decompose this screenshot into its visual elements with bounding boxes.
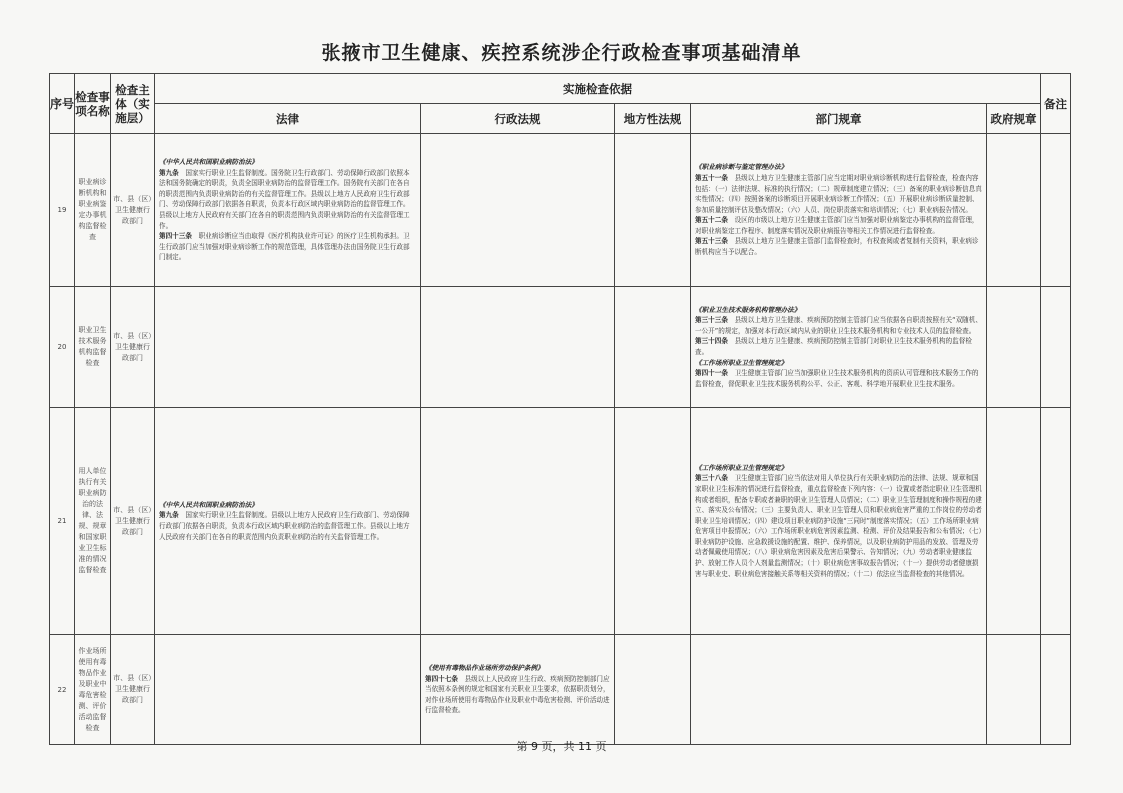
law-text: 第九条 [159, 511, 186, 520]
row-seq: 20 [50, 287, 75, 408]
row-law [155, 287, 421, 408]
row-item-name: 职业病诊断机构和职业病鉴定办事机构监督检查 [75, 134, 111, 287]
inspection-table [49, 73, 1071, 745]
row-seq: 21 [50, 408, 75, 635]
row-law [155, 408, 421, 635]
row-remark [1041, 408, 1071, 635]
row-law [155, 635, 421, 745]
page-title: 张掖市卫生健康、疾控系统涉企行政检查事项基础清单 [321, 42, 802, 64]
dept-rule-text: 县级以上地方卫生健康、疾病预防控制主管部门应当依据各自职责按照有关“双随机、一公开”的规定，加强对本行政区域内从业的职业卫生技术服务机构和专业技术人员的监督检查。 [695, 316, 982, 335]
row-gov-rule [987, 635, 1041, 745]
row-dept-rule [691, 635, 987, 745]
law-text: 国家实行职业卫生监督制度。县级以上地方人民政府卫生行政部门、劳动保障行政部门依据各自职责，负责本行政区域内职业病防治的监督管理工作。县级以上地方人民政府有关部门在各自的职责范围内负责职业病防治的有关监督管理工作。 [159, 511, 410, 541]
header-subject: 检查主体（实施层） [111, 74, 155, 134]
row-subject: 市、县（区）卫生健康行政部门 [111, 134, 155, 287]
row-gov-rule [987, 134, 1041, 287]
law-text: 第九条 [159, 168, 186, 177]
row-gov-rule [987, 408, 1041, 635]
dept-rule-text: 县级以上地方卫生健康主管部门应当定期对职业病诊断机构进行监督检查，检查内容包括：（一）法律法规、标准的执行情况；（二）规章制度建立情况；（三）备案的职业病诊断信息真实性情况；（四）按照备案的诊断项目开展职业病诊断工作情况；（五）开展职业病诊断质量控制、参加质量控制评估及整改情况；（六）人员、岗位职责落实和培训情况；（七）职业病报告情况。 [695, 173, 982, 214]
header-basis: 实施检查依据 [155, 74, 1041, 104]
header-gov-rule: 政府规章 [987, 104, 1041, 134]
table-row [50, 287, 1071, 408]
row-dept-rule [691, 287, 987, 408]
law-text: 第四十三条 [159, 232, 199, 241]
row-admin-reg [421, 287, 615, 408]
dept-rule-text: 第三十八条 [695, 474, 735, 483]
dept-rule-text: 设区的市级以上地方卫生健康主管部门应当加强对职业病鉴定办事机构的监督管理，对职业病鉴定工作程序、制度落实情况及职业病报告等相关工作情况进行监督检查。 [695, 216, 979, 235]
row-item-name: 用人单位执行有关职业病防治的法律、法规、规章和国家职业卫生标准的情况监督检查 [75, 408, 111, 635]
header-seq: 序号 [50, 74, 75, 134]
admin-reg-text: 县级以上人民政府卫生行政、疾病预防控制部门应当依照本条例的规定和国家有关职业卫生要求，依据职责划分，对作业场所使用有毒物品作业及职业中毒危害检测、评价活动进行监督检查。 [425, 674, 610, 715]
row-seq: 22 [50, 635, 75, 745]
row-remark [1041, 134, 1071, 287]
row-item-name: 作业场所使用有毒物品作业及职业中毒危害检测、评价活动监督检查 [75, 635, 111, 745]
row-local-reg [615, 134, 691, 287]
dept-rule-text: 卫生健康主管部门应当依法对用人单位执行有关职业病防治的法律、法规、规章和国家职业卫生标准的情况进行监督检查，重点监督检查下列内容：（一）设置或者指定职业卫生管理机构或者组织，配备专职或者兼职的职业卫生管理人员情况；（二）职业卫生管理制度和操作规程的建立、落实及公布情况；（三）主要负责人、职业卫生管理人员和职业病危害严重的工作岗位的劳动者职业卫生培训情况；（四）建设项目职业病防护设施“三同时”制度落实情况；（五）工作场所职业病危害项目申报情况；（六）工作场所职业病危害因素监测、检测、评价及结果报告和公布情况；（七）职业病防护设施、应急救援设施的配置、维护、保养情况，以及职业病防护用品的发放、管理及劳动者佩戴使用情况；（八）职业病危害因素及危害后果警示、告知情况；（九）劳动者职业健康监护、放射工作人员个人剂量监测情况；（十）职业病危害事故报告情况；（十一）提供劳动者健康损害与职业史、职业病危害接触关系等相关资料的情况；（十二）依法应当监督检查的其他情况。 [695, 474, 982, 578]
row-remark [1041, 287, 1071, 408]
row-admin-reg [421, 408, 615, 635]
header-item: 检查事项名称 [75, 74, 111, 134]
dept-rule-text: 《职业卫生技术服务机构管理办法》 [695, 305, 801, 314]
row-subject: 市、县（区）卫生健康行政部门 [111, 287, 155, 408]
header-dept-rule: 部门规章 [691, 104, 987, 134]
law-text: 《中华人民共和国职业病防治法》 [159, 158, 258, 167]
table-row [50, 635, 1071, 745]
table-row [50, 134, 1071, 287]
page-footer: 第 9 页，共 11 页 [516, 740, 607, 753]
header-admin-reg: 行政法规 [421, 104, 615, 134]
dept-rule-text: 《工作场所职业卫生管理规定》 [695, 463, 788, 472]
row-local-reg [615, 287, 691, 408]
row-local-reg [615, 635, 691, 745]
dept-rule-text: 《职业病诊断与鉴定管理办法》 [695, 163, 788, 172]
dept-rule-text: 卫生健康主管部门应当加强职业卫生技术服务机构的资质认可管理和技术服务工作的监督检查，督促职业卫生技术服务机构公平、公正、客观、科学地开展职业卫生技术服务。 [695, 369, 979, 388]
row-seq: 19 [50, 134, 75, 287]
law-text: 《中华人民共和国职业病防治法》 [159, 500, 258, 509]
dept-rule-text: 县级以上地方卫生健康、疾病预防控制主管部门对职业卫生技术服务机构的监督检查。 [695, 337, 972, 356]
row-subject: 市、县（区）卫生健康行政部门 [111, 635, 155, 745]
admin-reg-text: 《使用有毒物品作业场所劳动保护条例》 [425, 664, 544, 673]
header-law: 法律 [155, 104, 421, 134]
dept-rule-text: 第五十二条 [695, 216, 735, 225]
row-item-name: 职业卫生技术服务机构监督检查 [75, 287, 111, 408]
row-dept-rule [691, 408, 987, 635]
dept-rule-text: 第三十四条 [695, 337, 735, 346]
table-row [50, 408, 1071, 635]
dept-rule-text: 第四十一条 [695, 369, 735, 378]
row-local-reg [615, 408, 691, 635]
row-law [155, 134, 421, 287]
row-dept-rule [691, 134, 987, 287]
law-text: 职业病诊断应当由取得《医疗机构执业许可证》的医疗卫生机构承担。卫生行政部门应当加强对职业病诊断工作的规范管理，具体管理办法由国务院卫生行政部门制定。 [159, 232, 410, 262]
dept-rule-text: 第五十三条 [695, 237, 735, 246]
dept-rule-text: 《工作场所职业卫生管理规定》 [695, 358, 788, 367]
row-gov-rule [987, 287, 1041, 408]
row-remark [1041, 635, 1071, 745]
law-text: 国家实行职业卫生监督制度。国务院卫生行政部门、劳动保障行政部门依照本法和国务院确定的职责，负责全国职业病防治的监督管理工作。国务院有关部门在各自的职责范围内负责职业病防治的有关监督管理工作。县级以上地方人民政府卫生行政部门、劳动保障行政部门依据各自职责，负责本行政区域内职业病防治的监督管理工作。县级以上地方人民政府有关部门在各自的职责范围内负责职业病防治的有关监督管理工作。 [159, 168, 410, 230]
header-local-reg: 地方性法规 [615, 104, 691, 134]
dept-rule-text: 第五十一条 [695, 173, 735, 182]
row-admin-reg [421, 635, 615, 745]
dept-rule-text: 第三十三条 [695, 316, 735, 325]
row-admin-reg [421, 134, 615, 287]
admin-reg-text: 第四十七条 [425, 674, 465, 683]
dept-rule-text: 县级以上地方卫生健康主管部门监督检查时，有权查阅或者复制有关资料，职业病诊断机构应当予以配合。 [695, 237, 979, 257]
header-remark: 备注 [1041, 74, 1071, 134]
row-subject: 市、县（区）卫生健康行政部门 [111, 408, 155, 635]
